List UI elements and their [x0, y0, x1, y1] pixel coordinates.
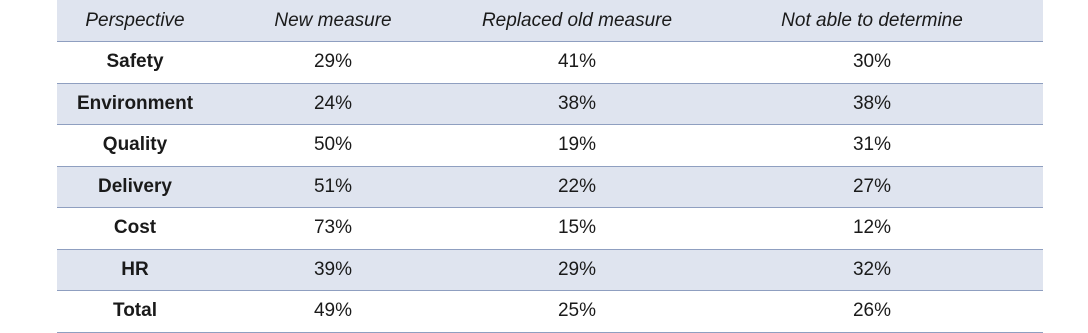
cell-new-measure: 39%	[213, 249, 453, 291]
table-row	[57, 291, 1043, 333]
cell-not-able-to-determine: 12%	[701, 208, 1043, 250]
row-label-hr: HR	[57, 249, 213, 291]
table-row	[57, 83, 1043, 125]
cell-new-measure: 73%	[213, 208, 453, 250]
cell-new-measure: 24%	[213, 83, 453, 125]
cell-replaced-old-measure: 25%	[453, 291, 701, 333]
table-row	[57, 42, 1043, 84]
cell-not-able-to-determine: 38%	[701, 83, 1043, 125]
cell-not-able-to-determine: 32%	[701, 249, 1043, 291]
cell-replaced-old-measure: 41%	[453, 42, 701, 84]
row-label-environment: Environment	[57, 83, 213, 125]
cell-not-able-to-determine: 31%	[701, 125, 1043, 167]
row-label-delivery: Delivery	[57, 166, 213, 208]
cell-not-able-to-determine: 30%	[701, 42, 1043, 84]
table-row	[57, 166, 1043, 208]
cell-replaced-old-measure: 19%	[453, 125, 701, 167]
table-header-row	[57, 0, 1043, 42]
header-replaced-old-measure: Replaced old measure	[453, 0, 701, 42]
cell-replaced-old-measure: 15%	[453, 208, 701, 250]
measures-table-container	[57, 0, 1043, 332]
cell-new-measure: 29%	[213, 42, 453, 84]
row-label-quality: Quality	[57, 125, 213, 167]
row-label-safety: Safety	[57, 42, 213, 84]
header-perspective: Perspective	[57, 0, 213, 42]
cell-new-measure: 51%	[213, 166, 453, 208]
cell-replaced-old-measure: 22%	[453, 166, 701, 208]
cell-not-able-to-determine: 27%	[701, 166, 1043, 208]
row-label-total: Total	[57, 291, 213, 333]
cell-replaced-old-measure: 29%	[453, 249, 701, 291]
cell-not-able-to-determine: 26%	[701, 291, 1043, 333]
cell-new-measure: 49%	[213, 291, 453, 333]
table-row	[57, 249, 1043, 291]
header-new-measure: New measure	[213, 0, 453, 42]
measures-table	[57, 0, 1043, 333]
row-label-cost: Cost	[57, 208, 213, 250]
table-row	[57, 208, 1043, 250]
cell-replaced-old-measure: 38%	[453, 83, 701, 125]
cell-new-measure: 50%	[213, 125, 453, 167]
header-not-able-to-determine: Not able to determine	[701, 0, 1043, 42]
table-row	[57, 125, 1043, 167]
